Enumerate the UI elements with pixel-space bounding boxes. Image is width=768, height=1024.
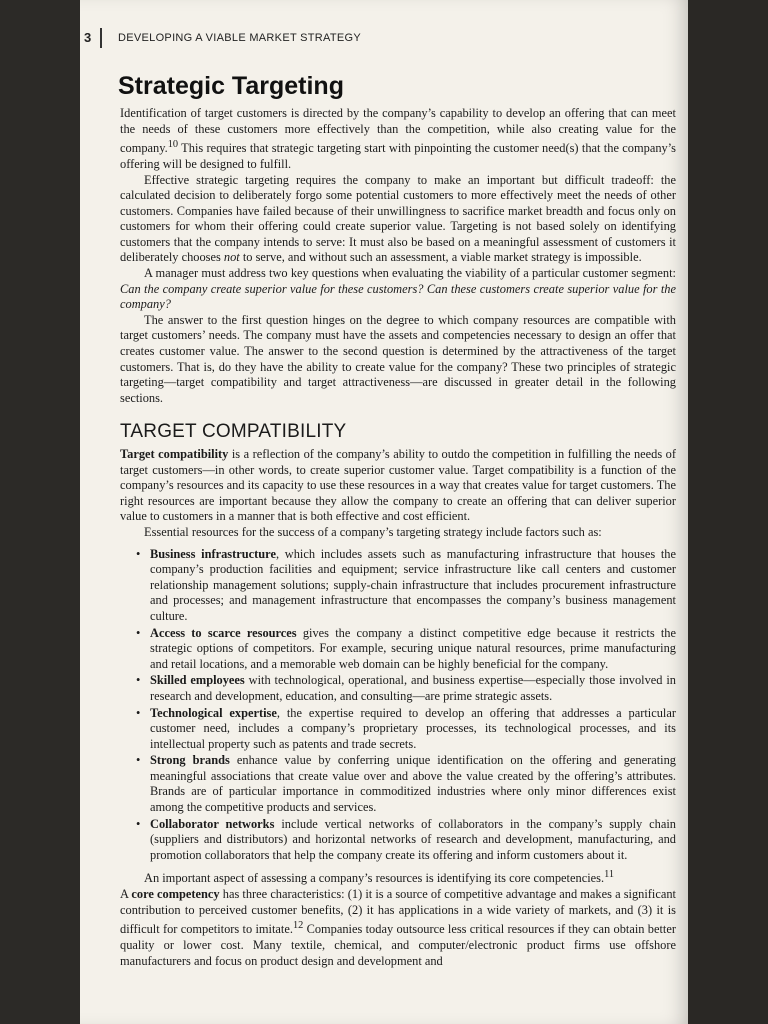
bold-term: Skilled employees bbox=[150, 673, 245, 688]
paragraph bbox=[120, 266, 676, 313]
text-run: enhance value by conferring unique identification on the offering and generating meaningful associations that create value over and above the value created by the offering’s attributes. Brands are of particular importance in commoditized industries where only minor differences exist among the competitive products and services. bbox=[150, 753, 676, 815]
text-run: A bbox=[120, 887, 132, 902]
page-header bbox=[80, 26, 688, 50]
bold-term: core competency bbox=[131, 887, 220, 902]
book-page bbox=[80, 0, 688, 1024]
footnote-ref: 12 bbox=[292, 920, 304, 932]
text-run: has three characteristics: (1) it is a source of competitive advantage and makes a significant contribution to perceived customer benefits, (2) it has applications in a wide variety of markets, and (3) it is difficult for competitors to imitate. bbox=[120, 887, 677, 937]
text-run: with technological, operational, and business expertise—especially those involved in research and development, education, and consulting—are prime strategic assets. bbox=[150, 673, 676, 703]
paragraph bbox=[120, 867, 676, 887]
section-heading: TARGET COMPATIBILITY bbox=[120, 421, 347, 443]
footnote-ref: 11 bbox=[604, 869, 615, 881]
text-run: is a reflection of the company’s ability to outdo the competition in fulfilling the needs of target customers—in other words, to create superior customer value. Target compatibility is a function of the company’s resources and its capacity to use these resources in a way that creates value for target customers. The right resources are important because they allow the company to create an offering that can deliver superior value to customers in a manner that is both effective and cost efficient. bbox=[120, 447, 676, 524]
page-title: Strategic Targeting bbox=[118, 72, 344, 100]
text-run: This requires that strategic targeting start with pinpointing the customer need(s) that the company’s offering will be designed to fulfill. bbox=[120, 141, 676, 171]
list-item bbox=[150, 817, 676, 864]
list-item bbox=[150, 706, 676, 753]
list-item bbox=[150, 673, 676, 704]
paragraph bbox=[120, 887, 676, 969]
emphasis: not bbox=[223, 250, 240, 265]
footnote-ref: 10 bbox=[167, 139, 179, 151]
text-run: A manager must address two key questions when evaluating the viability of a particular customer segment: bbox=[144, 266, 676, 281]
text-run: gives the company a distinct competitive edge because it restricts the strategic options of competitors. For example, securing unique natural resources, prime manufacturing and retail locations, and a memorable web domain can be highly beneficial for the company. bbox=[150, 625, 676, 671]
paragraph bbox=[120, 173, 676, 267]
text-run: Identification of target customers is directed by the company’s capability to develop an offering that can meet the needs of these customers more effectively than the competition, while also creating value for the company. bbox=[120, 106, 676, 156]
background-edge bbox=[688, 0, 768, 1024]
text-run: Effective strategic targeting requires the company to make an important but difficult tradeoff: the calculated decision to deliberately forgo some potential customers to more effectively meet the needs of other customers. Companies have failed because of their unwillingness to sacrifice market breadth and focus only on customers for whom their offering could create superior value. Targeting is not based solely on identifying customers that the company intends to serve: It must also be based on a meaningful assessment of customers it deliberately chooses bbox=[120, 172, 676, 265]
bold-term: Access to scarce resources bbox=[150, 625, 297, 640]
body-text bbox=[120, 106, 676, 969]
text-run: include vertical networks of collaborators in the company’s supply chain (suppliers and distributors) and horizontal networks of research and development, manufacturing, and promotion collaborators that help the company create its offering and inform customers about it. bbox=[150, 816, 677, 862]
bold-term: Technological expertise bbox=[150, 705, 277, 720]
bold-term: Strong brands bbox=[150, 753, 230, 768]
bold-term: Business infrastructure bbox=[150, 546, 276, 561]
list-item bbox=[150, 547, 676, 625]
header-divider bbox=[100, 28, 102, 48]
text-run: , which includes assets such as manufacturing infrastructure that houses the company’s production facilities and equipment; service infrastructure like call centers and customer relationship management solutions; supply-chain infrastructure that includes procurement infrastructure and processes; and management infrastructure that encompasses the company’s business management culture. bbox=[150, 546, 676, 623]
paragraph: The answer to the first question hinges on the degree to which company resources are compatible with target customers’ needs. The company must have the assets and competencies necessary to design an offer that creates customer value. The answer to the second question is determined by the attractiveness of the target customers. That is, do they have the ability to create value for the company? These two principles of strategic targeting—target compatibility and target attractiveness—are discussed in greater detail in the following sections. bbox=[120, 312, 676, 405]
page-number: 3 bbox=[84, 30, 92, 45]
bold-term: Target compatibility bbox=[120, 447, 229, 461]
list-item bbox=[150, 753, 676, 815]
text-run: to serve, and without such an assessment, a viable market strategy is impossible. bbox=[239, 250, 642, 265]
paragraph bbox=[120, 106, 676, 173]
bold-term: Collaborator networks bbox=[150, 816, 275, 831]
bullet-list bbox=[120, 547, 676, 864]
text-run: , the expertise required to develop an offering that addresses a particular customer need, includes a company’s proprietary processes, its technological processes, and its intellectual property such as patents and trade secrets. bbox=[150, 705, 676, 751]
text-run: An important aspect of assessing a company’s resources is identifying its core competencies. bbox=[144, 871, 605, 886]
list-item bbox=[150, 626, 676, 673]
running-title: DEVELOPING A VIABLE MARKET STRATEGY bbox=[118, 32, 361, 44]
text-run: Companies today outsource less critical resources if they can obtain better quality or lower cost. Many textile, chemical, and computer/electronic product firms use offshore manufacturers and focus on product design and development and bbox=[120, 922, 676, 968]
paragraph bbox=[120, 447, 676, 525]
paragraph: Essential resources for the success of a company’s targeting strategy include factors such as: bbox=[144, 524, 602, 539]
emphasis: Can the company create superior value for these customers? Can these customers create superior value for the company? bbox=[120, 281, 676, 312]
